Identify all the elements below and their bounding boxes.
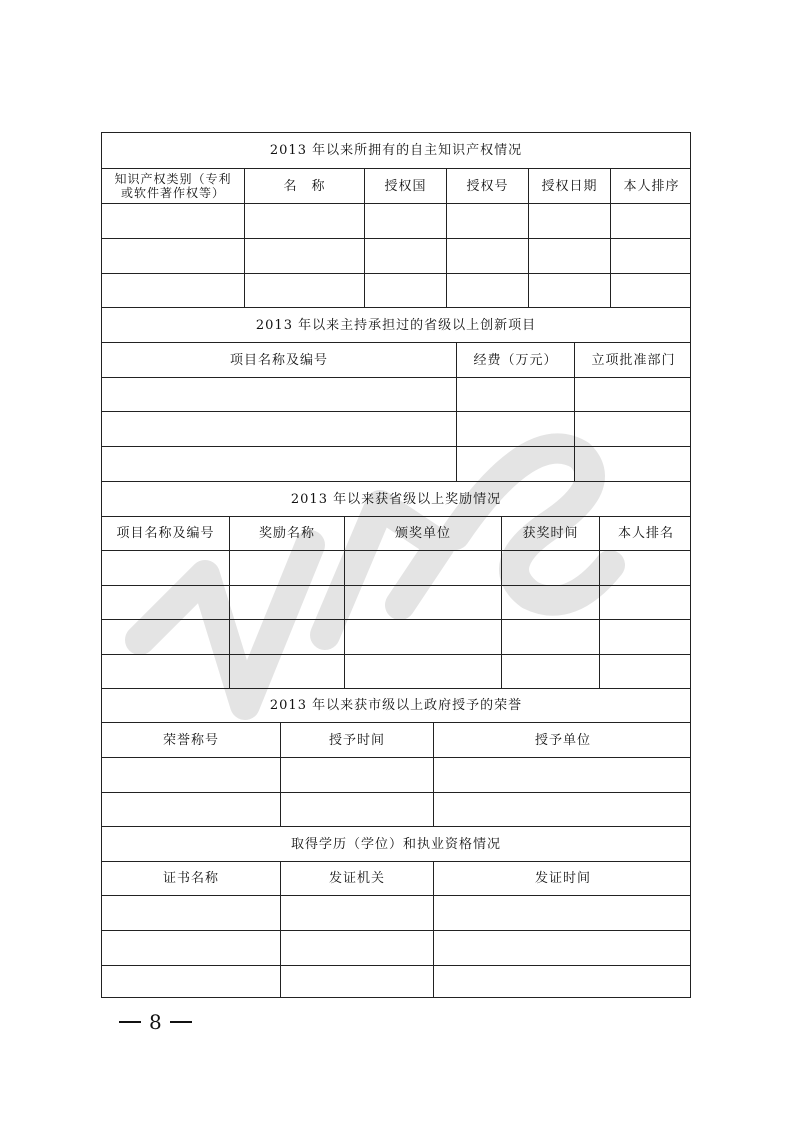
honors-cell[interactable] [433,793,692,826]
ip-cell[interactable] [446,274,528,307]
ip-cell[interactable] [610,239,692,273]
certs-section-title-row [102,826,690,861]
footer-dash-left [119,1021,141,1023]
ip-cell[interactable] [102,274,244,307]
ip-cell[interactable] [244,239,364,273]
awards-cell[interactable] [102,586,229,619]
certs-header-issuer: 发证机关 [280,862,433,895]
honors-cell[interactable] [280,793,433,826]
projects-cell[interactable] [456,378,574,411]
certs-blank-row [102,895,690,930]
honors-header-title: 荣誉称号 [162,732,219,748]
awards-cell[interactable] [344,551,501,585]
projects-cell[interactable] [574,378,692,411]
awards-header-issuer: 颁奖单位 [344,517,501,550]
honors-header-unit: 授予单位 [433,723,692,757]
certs-cell[interactable] [433,966,692,997]
awards-cell[interactable] [501,586,599,619]
awards-cell[interactable] [344,620,501,654]
awards-section-title-row [102,481,690,516]
honors-cell[interactable] [433,758,692,792]
ip-cell[interactable] [528,239,610,273]
ip-header-rank: 本人排序 [610,169,692,203]
awards-blank-row [102,550,690,585]
footer-dash-right [170,1021,192,1023]
ip-cell[interactable] [528,274,610,307]
ip-blank-row [102,203,690,238]
ip-cell[interactable] [610,274,692,307]
honors-header-time: 授予时间 [280,723,433,757]
ip-blank-row [102,273,690,307]
certs-header-row [102,861,690,895]
ip-section-title-row [102,133,690,168]
ip-cell[interactable] [244,204,364,238]
honors-cell[interactable] [280,758,433,792]
certs-blank-row [102,930,690,965]
application-form-table [101,132,691,998]
ip-cell[interactable] [446,239,528,273]
projects-header-dept: 立项批准部门 [574,343,692,377]
awards-cell[interactable] [229,620,344,654]
awards-cell[interactable] [599,586,692,619]
certs-section-title: 取得学历（学位）和执业资格情况 [290,836,501,852]
projects-cell[interactable] [456,412,574,446]
awards-header-award: 奖励名称 [229,517,344,550]
ip-header-row [102,168,690,203]
awards-section-title: 2013 年以来获省级以上奖励情况 [290,491,502,507]
ip-cell[interactable] [364,204,446,238]
certs-cell[interactable] [102,896,280,930]
projects-cell[interactable] [102,412,456,446]
honors-header-row [102,722,690,757]
ip-cell[interactable] [364,239,446,273]
awards-cell[interactable] [344,586,501,619]
honors-cell[interactable] [102,758,280,792]
certs-cell[interactable] [280,931,433,965]
page-number: 8 [149,1010,162,1034]
ip-cell[interactable] [102,204,244,238]
certs-cell[interactable] [102,966,280,997]
certs-header-time: 发证时间 [433,862,692,895]
awards-cell[interactable] [599,655,692,688]
projects-cell[interactable] [574,412,692,446]
awards-blank-row [102,654,690,688]
projects-blank-row [102,411,690,446]
ip-header-type: 知识产权类别（专利 或软件著作权等） [114,172,232,200]
certs-cell[interactable] [433,896,692,930]
awards-header-project: 项目名称及编号 [116,526,215,541]
awards-header-time: 获奖时间 [501,517,599,550]
page-footer [119,1010,192,1034]
awards-cell[interactable] [501,655,599,688]
ip-header-date: 授权日期 [528,169,610,203]
awards-cell[interactable] [599,551,692,585]
ip-header-number: 授权号 [446,169,528,203]
awards-header-rank: 本人排名 [599,517,692,550]
ip-section-title: 2013 年以来所拥有的自主知识产权情况 [269,143,523,158]
projects-header-row [102,342,690,377]
awards-cell[interactable] [102,620,229,654]
certs-cell[interactable] [280,966,433,997]
ip-cell[interactable] [446,204,528,238]
ip-header-country: 授权国 [364,169,446,203]
projects-blank-row [102,377,690,411]
certs-header-name: 证书名称 [162,871,219,886]
ip-cell[interactable] [610,204,692,238]
certs-cell[interactable] [280,896,433,930]
projects-header-funding: 经费（万元） [456,343,574,377]
projects-cell[interactable] [456,447,574,481]
honors-section-title: 2013 年以来获市级以上政府授予的荣誉 [269,698,523,713]
awards-header-row [102,516,690,550]
ip-header-name: 名 称 [244,169,364,203]
honors-blank-row [102,792,690,826]
ip-cell[interactable] [364,274,446,307]
projects-cell[interactable] [102,378,456,411]
awards-cell[interactable] [229,586,344,619]
certs-blank-row [102,965,690,997]
awards-blank-row [102,585,690,619]
awards-cell[interactable] [229,655,344,688]
ip-cell[interactable] [528,204,610,238]
projects-section-title-row [102,307,690,342]
awards-blank-row [102,619,690,654]
honors-cell[interactable] [102,793,280,826]
awards-cell[interactable] [229,551,344,585]
projects-cell[interactable] [574,447,692,481]
awards-cell[interactable] [501,551,599,585]
honors-blank-row [102,757,690,792]
projects-section-title: 2013 年以来主持承担过的省级以上创新项目 [255,317,537,333]
awards-cell[interactable] [102,551,229,585]
awards-cell[interactable] [501,620,599,654]
projects-cell[interactable] [102,447,456,481]
projects-blank-row [102,446,690,481]
ip-cell[interactable] [102,239,244,273]
projects-header-name: 项目名称及编号 [229,352,328,368]
ip-cell[interactable] [244,274,364,307]
ip-blank-row [102,238,690,273]
certs-cell[interactable] [102,931,280,965]
honors-section-title-row [102,688,690,722]
awards-cell[interactable] [344,655,501,688]
awards-cell[interactable] [599,620,692,654]
awards-cell[interactable] [102,655,229,688]
certs-cell[interactable] [433,931,692,965]
